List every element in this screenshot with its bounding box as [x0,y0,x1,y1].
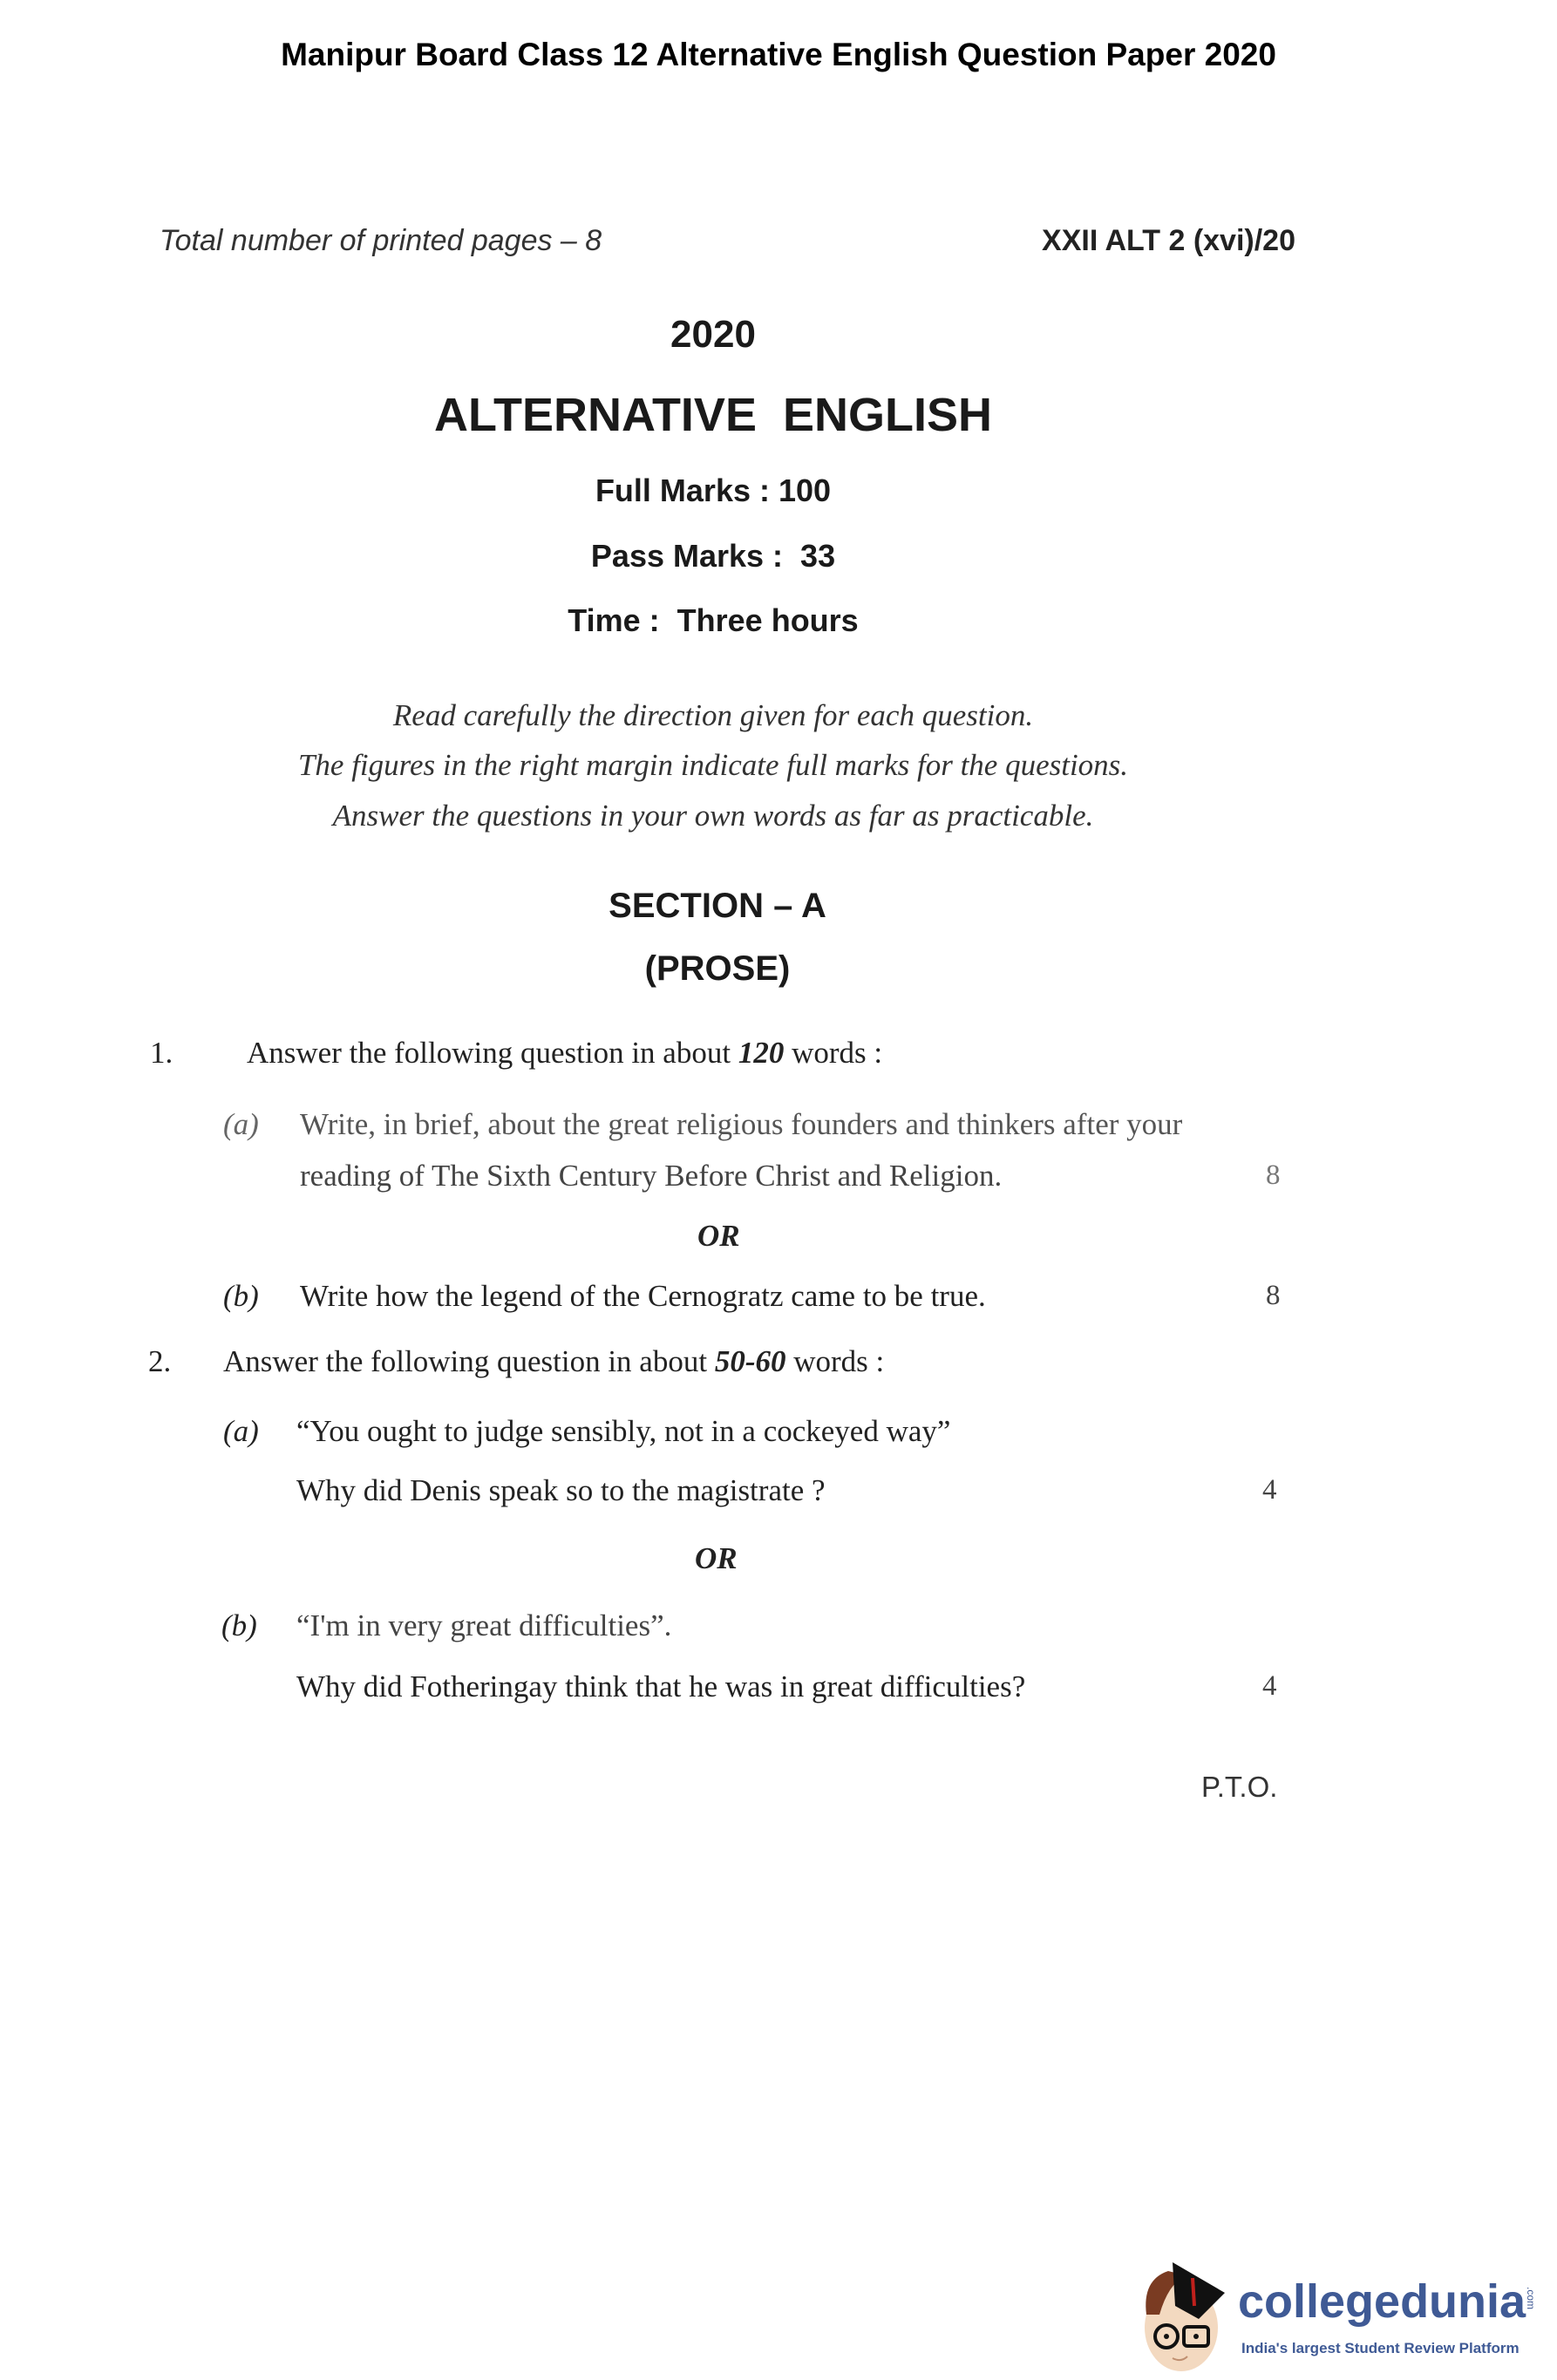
part-text: “I'm in very great difficulties”. [296,1608,672,1642]
question-prompt [223,1346,884,1377]
question-number: 1. [150,1036,173,1070]
printed-pages: Total number of printed pages – 8 [160,224,602,257]
word-count: 50-60 [714,1344,786,1378]
part-text: “You ought to judge sensibly, not in a cockeyed way” [296,1414,951,1448]
part-text: Write, in brief, about the great religious founders and thinkers after your [300,1107,1183,1141]
brand-domain: .com [1525,2287,1537,2310]
instruction-3: Answer the questions in your own words as far as practicable. [332,799,1094,833]
part-text: Write how the legend of the Cernogratz came to be true. [300,1279,986,1313]
paper-code: XXII ALT 2 (xvi)/20 [1042,224,1295,257]
section-subtitle: (PROSE) [644,949,791,988]
or-divider: OR [695,1541,738,1575]
part-label: (a) [223,1107,259,1141]
section-title: SECTION – A [609,887,826,925]
or-divider: OR [697,1219,740,1253]
exam-subject: ALTERNATIVE ENGLISH [433,389,992,441]
prompt-text: words : [784,1036,883,1070]
word-count: 120 [738,1036,785,1070]
mascot-icon [1133,2254,1238,2376]
prompt-text: Answer the following question in about [223,1344,715,1378]
part-label: (b) [223,1279,259,1313]
part-text: Why did Fotheringay think that he was in great difficulties? [296,1669,1026,1703]
exam-year: 2020 [670,313,756,356]
question-number: 2. [148,1344,172,1378]
question-prompt [247,1037,882,1068]
marks: 8 [1266,1159,1281,1191]
part-text: Why did Denis speak so to the magistrate ? [296,1473,826,1507]
marks: 8 [1266,1280,1281,1311]
full-marks: Full Marks : 100 [595,473,832,508]
prompt-text: Answer the following question in about [247,1036,738,1070]
time: Time : Three hours [568,602,859,638]
instruction-1: Read carefully the direction given for each question. [392,698,1034,732]
marks: 4 [1262,1474,1277,1506]
brand-name: collegedunia [1238,2275,1526,2328]
pass-marks: Pass Marks : 33 [590,538,836,574]
part-label: (a) [223,1414,259,1448]
brand-tagline: India's largest Student Review Platform [1241,2340,1520,2356]
instruction-2: The figures in the right margin indicate full marks for the questions. [297,748,1129,782]
marks: 4 [1262,1670,1277,1702]
part-text: reading of The Sixth Century Before Christ and Religion. [300,1159,1003,1193]
part-label: (b) [221,1608,257,1642]
prompt-text: words : [785,1344,885,1378]
collegedunia-logo [1133,2254,1552,2376]
banner-title: Manipur Board Class 12 Alternative English Question Paper 2020 [281,37,1276,72]
pto-label: P.T.O. [1201,1771,1278,1803]
